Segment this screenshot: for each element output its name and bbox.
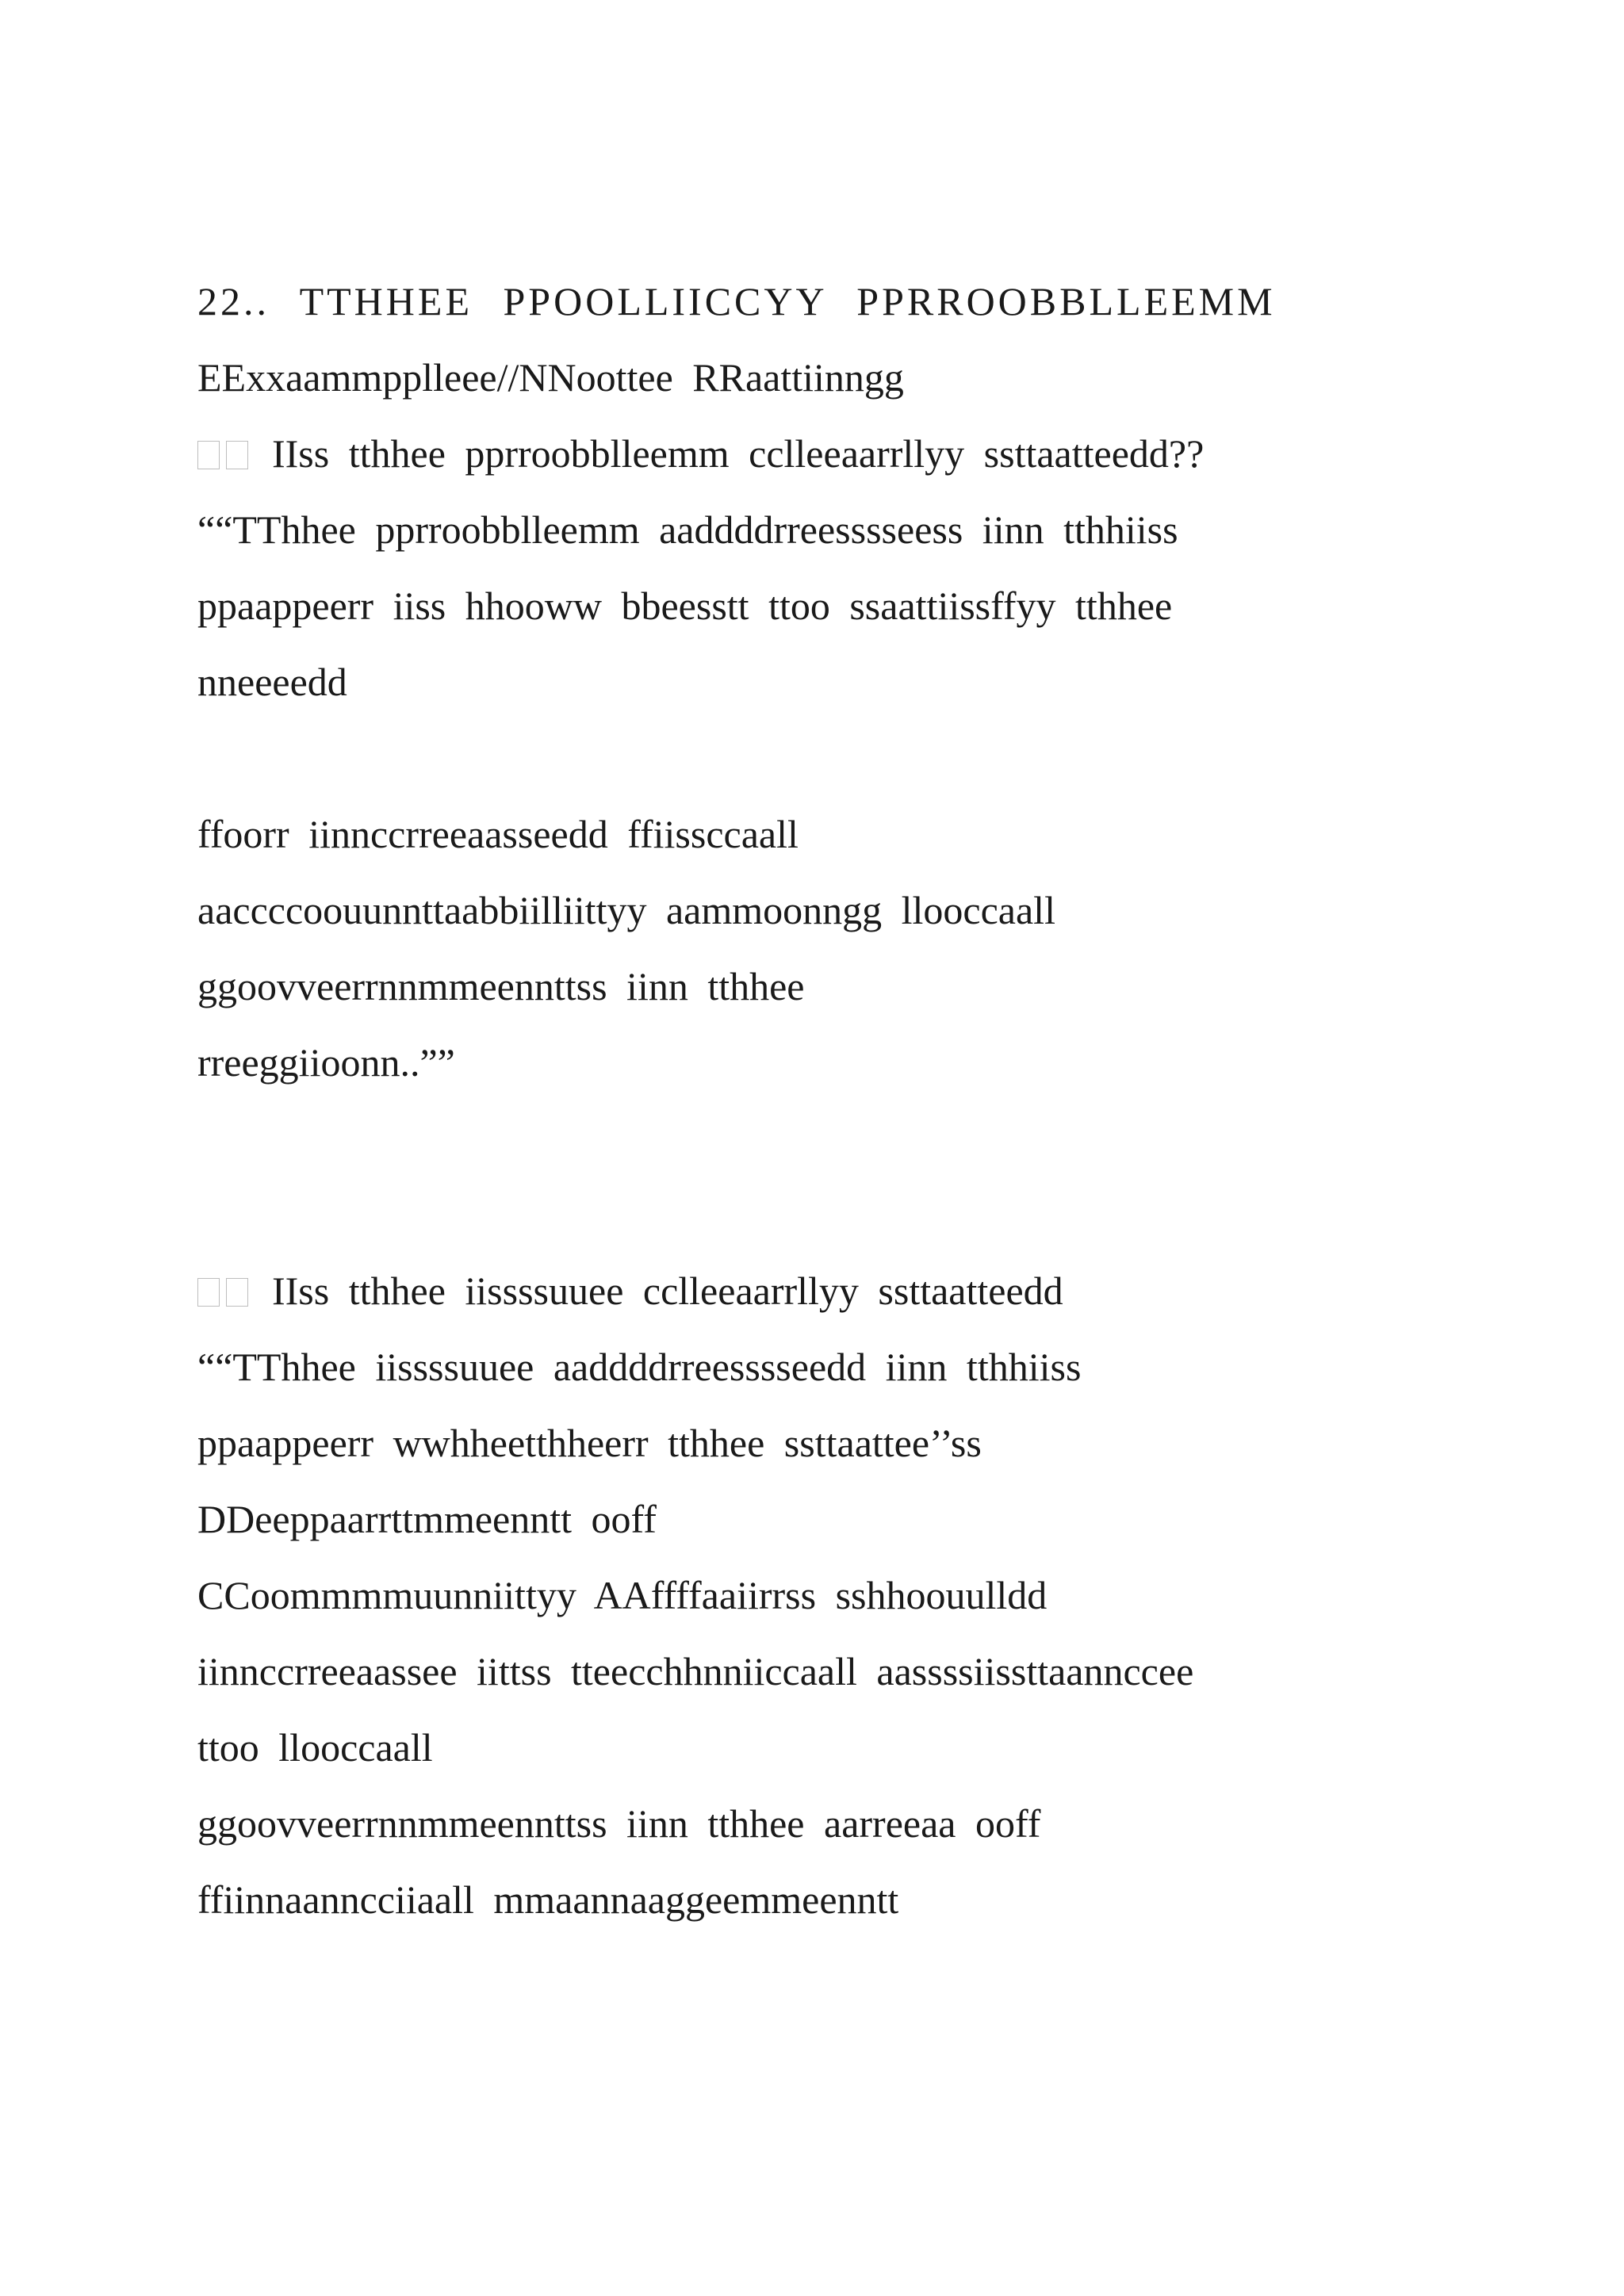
answer-2-line: ffiinnaanncciiaall mmaannaaggeemmeenntt xyxy=(197,1877,899,1922)
answer-1-line: ppaappeerr iiss hhooww bbeesstt ttoo ssaattiissffyy tthhee xyxy=(197,584,1173,628)
question-1 xyxy=(197,430,1204,477)
answer-1-line: aaccccoouunnttaabbiilliittyy aammoonngg llooccaall xyxy=(197,888,1055,932)
answer-1-line: ffoorr iinnccrreeaasseedd ffiissccaall xyxy=(197,812,799,856)
answer-2-line: ttoo llooccaall xyxy=(197,1725,433,1770)
section-title: 22.. TTHHEE PPOOLLIICCYY PPRROOBBLLEEMM xyxy=(197,279,1276,323)
missing-glyph-icon xyxy=(197,1269,255,1313)
answer-2-line: ““TThhee iissssuuee aaddddrreesssseedd iinn tthhiiss xyxy=(197,1345,1082,1389)
answer-1-line: ““TThhee pprroobblleemm aaddddrreesssseess iinn tthhiiss xyxy=(197,507,1178,552)
question-2 xyxy=(197,1267,1063,1314)
answer-2-line: CCoommmmuunniittyy AAffffaaiirrss sshhoouulldd xyxy=(197,1573,1048,1617)
question-2-text: IIss tthhee iissssuuee cclleeaarrllyy ssttaatteedd xyxy=(272,1269,1063,1313)
missing-glyph-icon xyxy=(197,431,255,476)
answer-2-line: ppaappeerr wwhheetthheerr tthhee ssttaattee’’ss xyxy=(197,1421,982,1465)
answer-1-line: nneeeedd xyxy=(197,660,347,704)
answer-2-line: ggoovveerrnnmmeennttss iinn tthhee aarreeaa ooff xyxy=(197,1801,1041,1846)
answer-1-line: ggoovveerrnnmmeennttss iinn tthhee xyxy=(197,964,805,1008)
question-1-text: IIss tthhee pprroobblleemm cclleeaarrllyy ssttaatteedd?? xyxy=(272,431,1205,476)
answer-2-line: iinnccrreeaassee iittss tteecchhnniiccaall aassssiissttaannccee xyxy=(197,1649,1194,1693)
answer-1-line: rreeggiioonn..”” xyxy=(197,1040,455,1085)
section-subtitle: EExxaammpplleee//NNoottee RRaattiinngg xyxy=(197,355,904,400)
answer-2-line: DDeeppaarrttmmeenntt ooff xyxy=(197,1497,657,1541)
